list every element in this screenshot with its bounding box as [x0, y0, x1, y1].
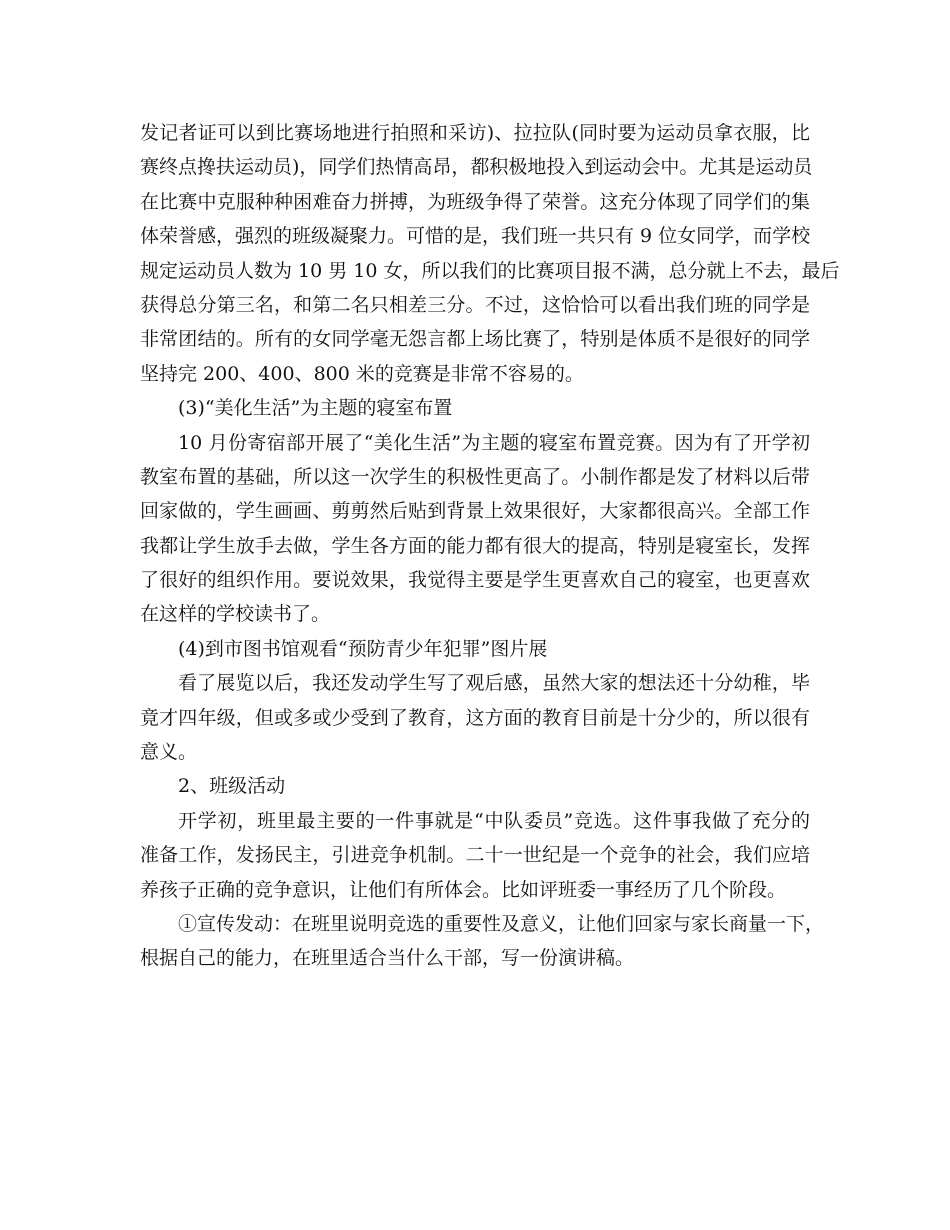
text-line: 规定运动员人数为 10 男 10 女，所以我们的比赛项目报不满，总分就上不去，最后 — [140, 259, 840, 282]
text-line: 看了展览以后，我还发动学生写了观后感，虽然大家的想法还十分幼稚，毕 — [178, 672, 810, 695]
text-line: 在比赛中克服种种困难奋力拼搏，为班级争得了荣誉。这充分体现了同学们的集 — [140, 190, 810, 213]
text-line: 养孩子正确的竞争意识，让他们有所体会。比如评班委一事经历了几个阶段。 — [140, 878, 787, 901]
text-line: 10 月份寄宿部开展了“美化生活”为主题的寝室布置竞赛。因为有了开学初 — [178, 431, 810, 454]
text-line: 回家做的，学生画画、剪剪然后贴到背景上效果很好，大家都很高兴。全部工作 — [140, 500, 810, 523]
text-line: 体荣誉感，强烈的班级凝聚力。可惜的是，我们班一共只有 9 位女同学，而学校 — [140, 225, 811, 248]
text-line: 发记者证可以到比赛场地进行拍照和采访)、拉拉队(同时要为运动员拿衣服，比 — [140, 122, 810, 144]
text-line: (3)“美化生活”为主题的寝室布置 — [178, 397, 453, 420]
text-line: 非常团结的。所有的女同学毫无怨言都上场比赛了，特别是体质不是很好的同学 — [140, 328, 810, 351]
text-line: 获得总分第三名，和第二名只相差三分。不过，这恰恰可以看出我们班的同学是 — [140, 293, 810, 316]
text-line: 意义。 — [140, 741, 198, 764]
text-line: 我都让学生放手去做，学生各方面的能力都有很大的提高，特别是寝室长，发挥 — [140, 534, 810, 557]
document-body — [140, 116, 840, 976]
text-line: 开学初，班里最主要的一件事就是“中队委员”竞选。这件事我做了充分的 — [178, 809, 810, 832]
text-line: 在这样的学校读书了。 — [140, 603, 331, 626]
text-line: 赛终点搀扶运动员)，同学们热情高昂，都积极地投入到运动会中。尤其是运动员 — [140, 156, 813, 179]
text-line: 2、班级活动 — [178, 775, 286, 798]
text-line: 竟才四年级，但或多或少受到了教育，这方面的教育目前是十分少的，所以很有 — [140, 706, 810, 729]
text-line: 教室布置的基础，所以这一次学生的积极性更高了。小制作都是发了材料以后带 — [140, 465, 810, 488]
text-line: 坚持完 200、400、800 米的竞赛是非常不容易的。 — [140, 362, 584, 385]
text-line: ①宣传发动：在班里说明竞选的重要性及意义，让他们回家与家长商量一下， — [178, 912, 825, 935]
text-line: 准备工作，发扬民主，引进竞争机制。二十一世纪是一个竞争的社会，我们应培 — [140, 844, 810, 867]
text-line: 了很好的组织作用。要说效果，我觉得主要是学生更喜欢自己的寝室，也更喜欢 — [140, 569, 810, 592]
text-line: (4)到市图书馆观看“预防青少年犯罪”图片展 — [178, 637, 548, 660]
text-line: 根据自己的能力，在班里适合当什么干部，写一份演讲稿。 — [140, 947, 635, 970]
